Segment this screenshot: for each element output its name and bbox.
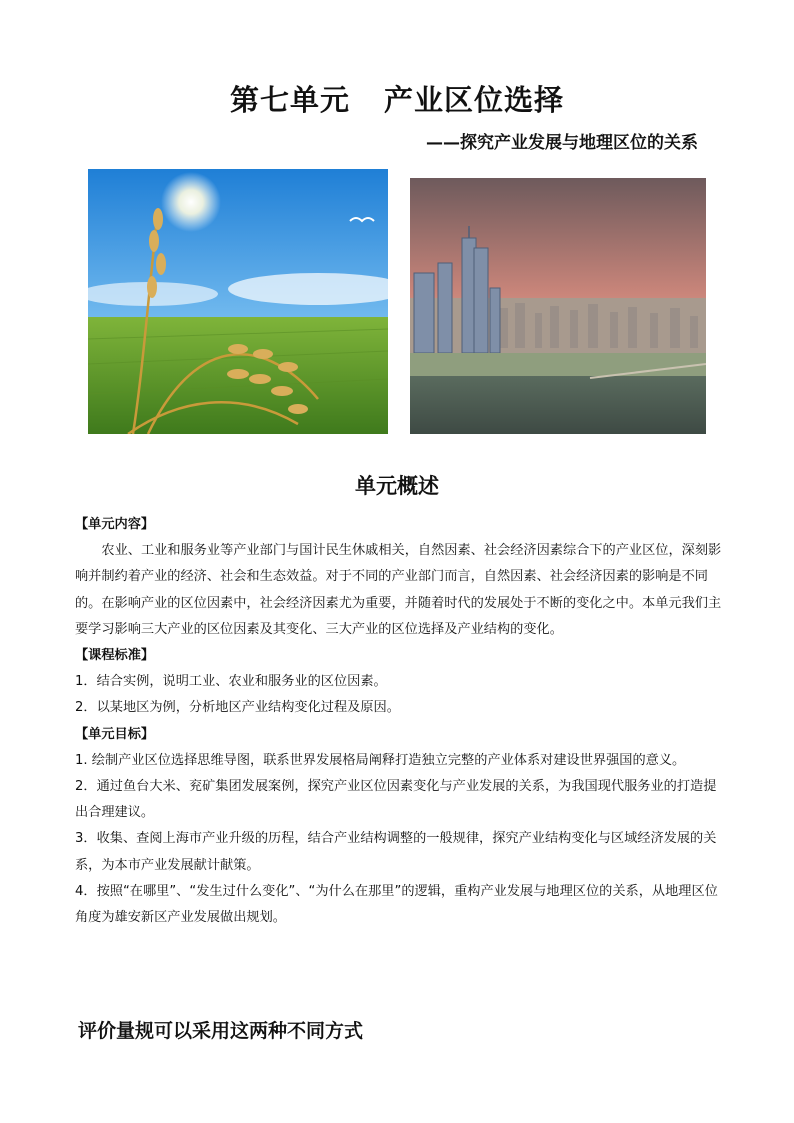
goal-item: 4．按照“在哪里”、“发生过什么变化”、“为什么在那里”的逻辑，重构产业发展与地理区位的关系，从地理区位角度为雄安新区产业发展做出规划。	[75, 883, 718, 926]
unit-content-label: 【单元内容】	[75, 517, 155, 532]
title-unit: 第七单元	[229, 83, 350, 117]
standard-item: 2．以某地区为例，分析地区产业结构变化过程及原因。	[75, 700, 400, 716]
page-title	[0, 78, 794, 119]
section-heading-overview: 单元概述	[355, 474, 439, 498]
goal-item: 2．通过鱼台大米、兖矿集团发展案例，探究产业区位因素变化与产业发展的关系，为我国现代服务业的打造提出合理建议。	[75, 779, 717, 821]
unit-goals-label: 【单元目标】	[75, 726, 155, 742]
course-standards-label: 【课程标准】	[75, 648, 155, 664]
unit-content-text: 农业、工业和服务业等产业部门与国计民生休戚相关，自然因素、社会经济因素综合下的产业区位，深刻影响并制约着产业的经济、社会和生态效益。对于不同的产业部门而言，自然因素、社会经济因素的影响是不同的。在影响产业的区位因素中，社会经济因素尤为重要，并随着时代的发展处于不断的变化之中。本单元我们主要学习影响三大产业的区位因素及其变化、三大产业的区位选择及产业结构的变化。	[75, 543, 722, 637]
page-subtitle: ——探究产业发展与地理区位的关系	[426, 133, 698, 153]
rice-field-photo	[88, 169, 388, 434]
city-skyline-photo	[410, 178, 706, 434]
evaluation-heading: 评价量规可以采用这两种不同方式	[78, 1020, 364, 1042]
title-topic: 产业区位选择	[384, 83, 565, 117]
overview-body	[75, 512, 723, 931]
goal-item: 3．收集、查阅上海市产业升级的历程，结合产业结构调整的一般规律，探究产业结构变化与区域经济发展的关系，为本市产业发展献计献策。	[75, 831, 717, 873]
standard-item: 1．结合实例，说明工业、农业和服务业的区位因素。	[75, 674, 387, 690]
goal-item: 1. 绘制产业区位选择思维导图，联系世界发展格局阐释打造独立完整的产业体系对建设世界强国的意义。	[75, 752, 686, 768]
